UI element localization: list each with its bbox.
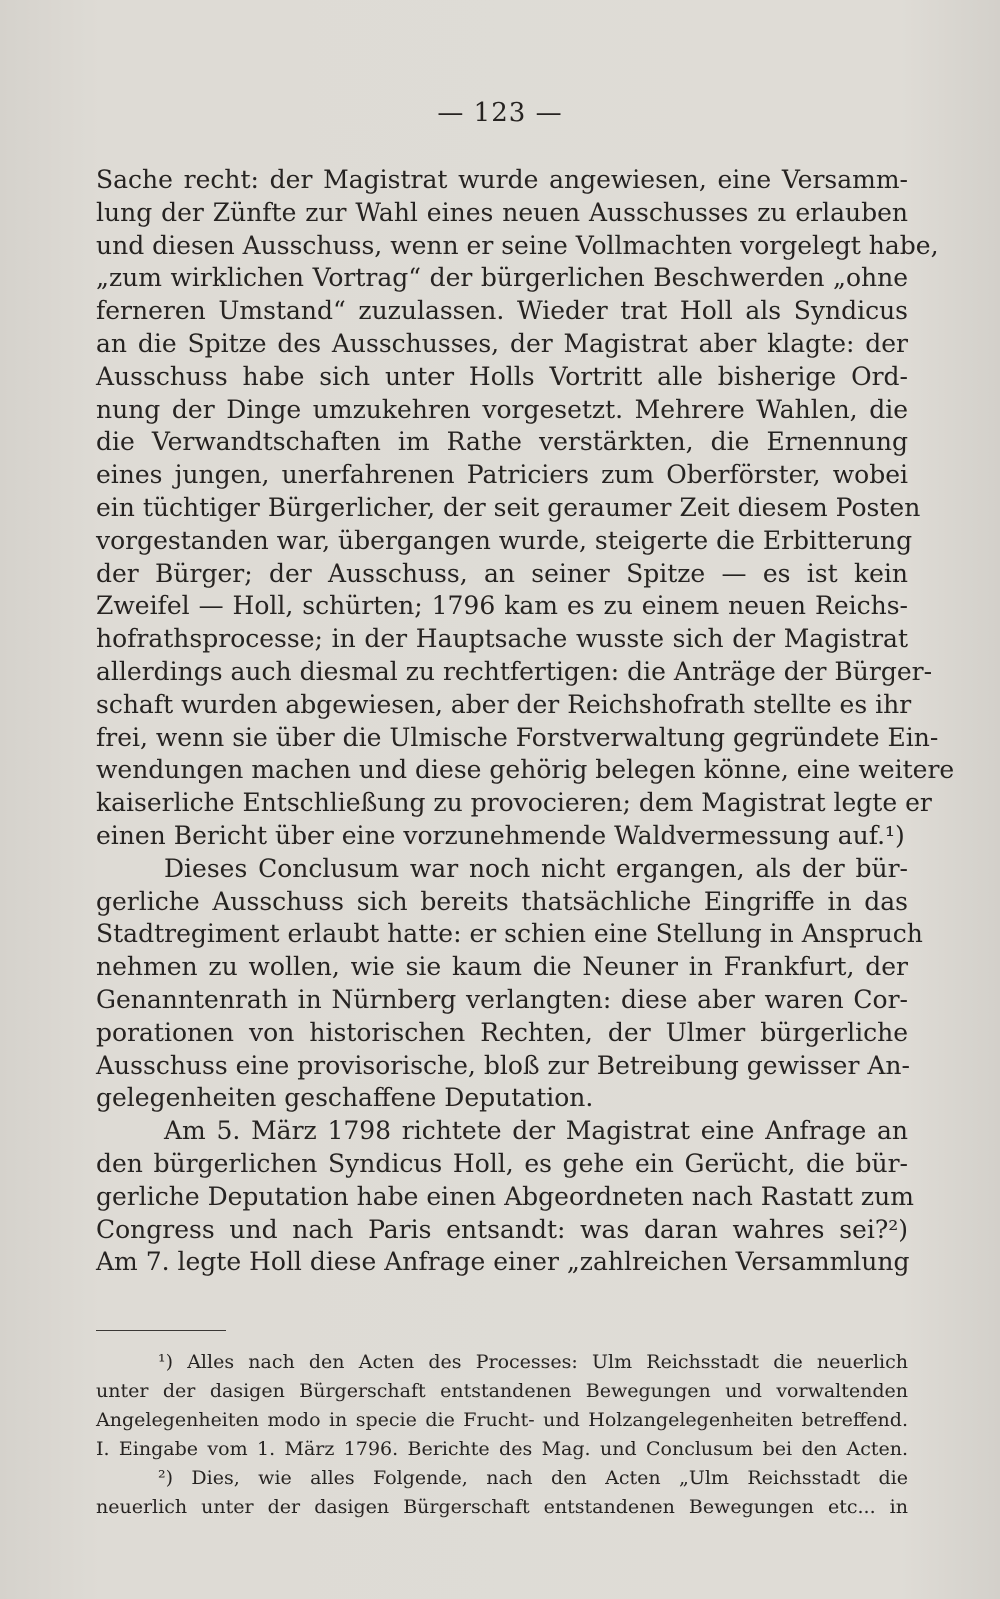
footnotes (96, 1348, 908, 1522)
text-line: Stadtregiment erlaubt hatte: er schien eine Stellung in Anspruch (96, 919, 923, 949)
text-line: Dieses Conclusum war noch nicht ergangen, als der bür- (164, 853, 908, 883)
text-line: den bürgerlichen Syndicus Holl, es gehe ein Gerücht, die bür- (96, 1148, 908, 1178)
text-line: schaft wurden abgewiesen, aber der Reichshofrath stellte es ihr (96, 689, 912, 719)
text-line: vorgestanden war, übergangen wurde, steigerte die Erbitterung (96, 525, 913, 555)
text-line: an die Spitze des Ausschusses, der Magistrat aber klagte: der (96, 328, 908, 358)
page-number: — 123 — (437, 98, 563, 128)
text-line: Am 7. legte Holl diese Anfrage einer „zahlreichen Versammlung (96, 1247, 910, 1277)
footnote-line: ¹) Alles nach den Acten des Processes: Ulm Reichsstadt die neuerlich (158, 1351, 908, 1373)
footnote-line: unter der dasigen Bürgerschaft entstandenen Bewegungen und vorwaltenden (96, 1380, 908, 1402)
text-line: Am 5. März 1798 richtete der Magistrat eine Anfrage an (164, 1116, 908, 1146)
body-text (96, 164, 955, 1279)
text-line: Genanntenrath in Nürnberg verlangten: diese aber waren Cor- (96, 984, 908, 1014)
text-line: und diesen Ausschuss, wenn er seine Vollmachten vorgelegt habe, (96, 230, 939, 260)
text-line: gerliche Deputation habe einen Abgeordneten nach Rastatt zum (96, 1181, 914, 1211)
text-line: ferneren Umstand“ zuzulassen. Wieder trat Holl als Syndicus (96, 296, 908, 326)
text-line: nehmen zu wollen, wie sie kaum die Neuner in Frankfurt, der (96, 952, 908, 982)
text-line: allerdings auch diesmal zu rechtfertigen: die Anträge der Bürger- (96, 656, 933, 686)
text-line: gelegenheiten geschaffene Deputation. (96, 1083, 594, 1113)
text-line: lung der Zünfte zur Wahl eines neuen Ausschusses zu erlauben (96, 197, 908, 227)
text-line: eines jungen, unerfahrenen Patriciers zum Oberförster, wobei (96, 460, 908, 490)
text-line: Sache recht: der Magistrat wurde angewiesen, eine Versamm- (96, 165, 908, 194)
footnote-line: I. Eingabe vom 1. März 1796. Berichte des Mag. und Conclusum bei den Acten. (96, 1438, 908, 1460)
text-line: Zweifel — Holl, schürten; 1796 kam es zu einem neuen Reichs- (96, 591, 908, 621)
footnote-line: Angelegenheiten modo in specie die Frucht- und Holzangelegenheiten betreffend. (96, 1409, 908, 1431)
text-line: hofrathsprocesse; in der Hauptsache wusste sich der Magistrat (96, 624, 908, 654)
text-line: der Bürger; der Ausschuss, an seiner Spitze — es ist kein (96, 558, 908, 588)
text-line: frei, wenn sie über die Ulmische Forstverwaltung gegründete Ein- (96, 722, 939, 752)
text-line: ein tüchtiger Bürgerlicher, der seit geraumer Zeit diesem Posten (96, 492, 921, 522)
text-line: Congress und nach Paris entsandt: was daran wahres sei?²) (96, 1214, 908, 1244)
text-line: die Verwandtschaften im Rathe verstärkten, die Ernennung (96, 427, 908, 457)
text-line: „zum wirklichen Vortrag“ der bürgerlichen Beschwerden „ohne (96, 263, 908, 293)
footnote-line: ²) Dies, wie alles Folgende, nach den Acten „Ulm Reichsstadt die (158, 1467, 908, 1489)
footnote-line: neuerlich unter der dasigen Bürgerschaft entstandenen Bewegungen etc... in (96, 1496, 908, 1518)
text-line: gerliche Ausschuss sich bereits thatsächliche Eingriffe in das (96, 886, 908, 916)
text-line: kaiserliche Entschließung zu provocieren; dem Magistrat legte er (96, 788, 932, 818)
text-line: Ausschuss habe sich unter Holls Vortritt alle bisherige Ord- (96, 361, 908, 391)
text-line: porationen von historischen Rechten, der Ulmer bürgerliche (96, 1017, 908, 1047)
text-line: wendungen machen und diese gehörig belegen könne, eine weitere (96, 755, 955, 785)
text-line: Ausschuss eine provisorische, bloß zur Betreibung gewisser An- (96, 1050, 910, 1080)
text-line: einen Bericht über eine vorzunehmende Waldvermessung auf.¹) (96, 820, 905, 850)
text-line: nung der Dinge umzukehren vorgesetzt. Mehrere Wahlen, die (96, 394, 908, 424)
footnote-separator (96, 1330, 226, 1331)
